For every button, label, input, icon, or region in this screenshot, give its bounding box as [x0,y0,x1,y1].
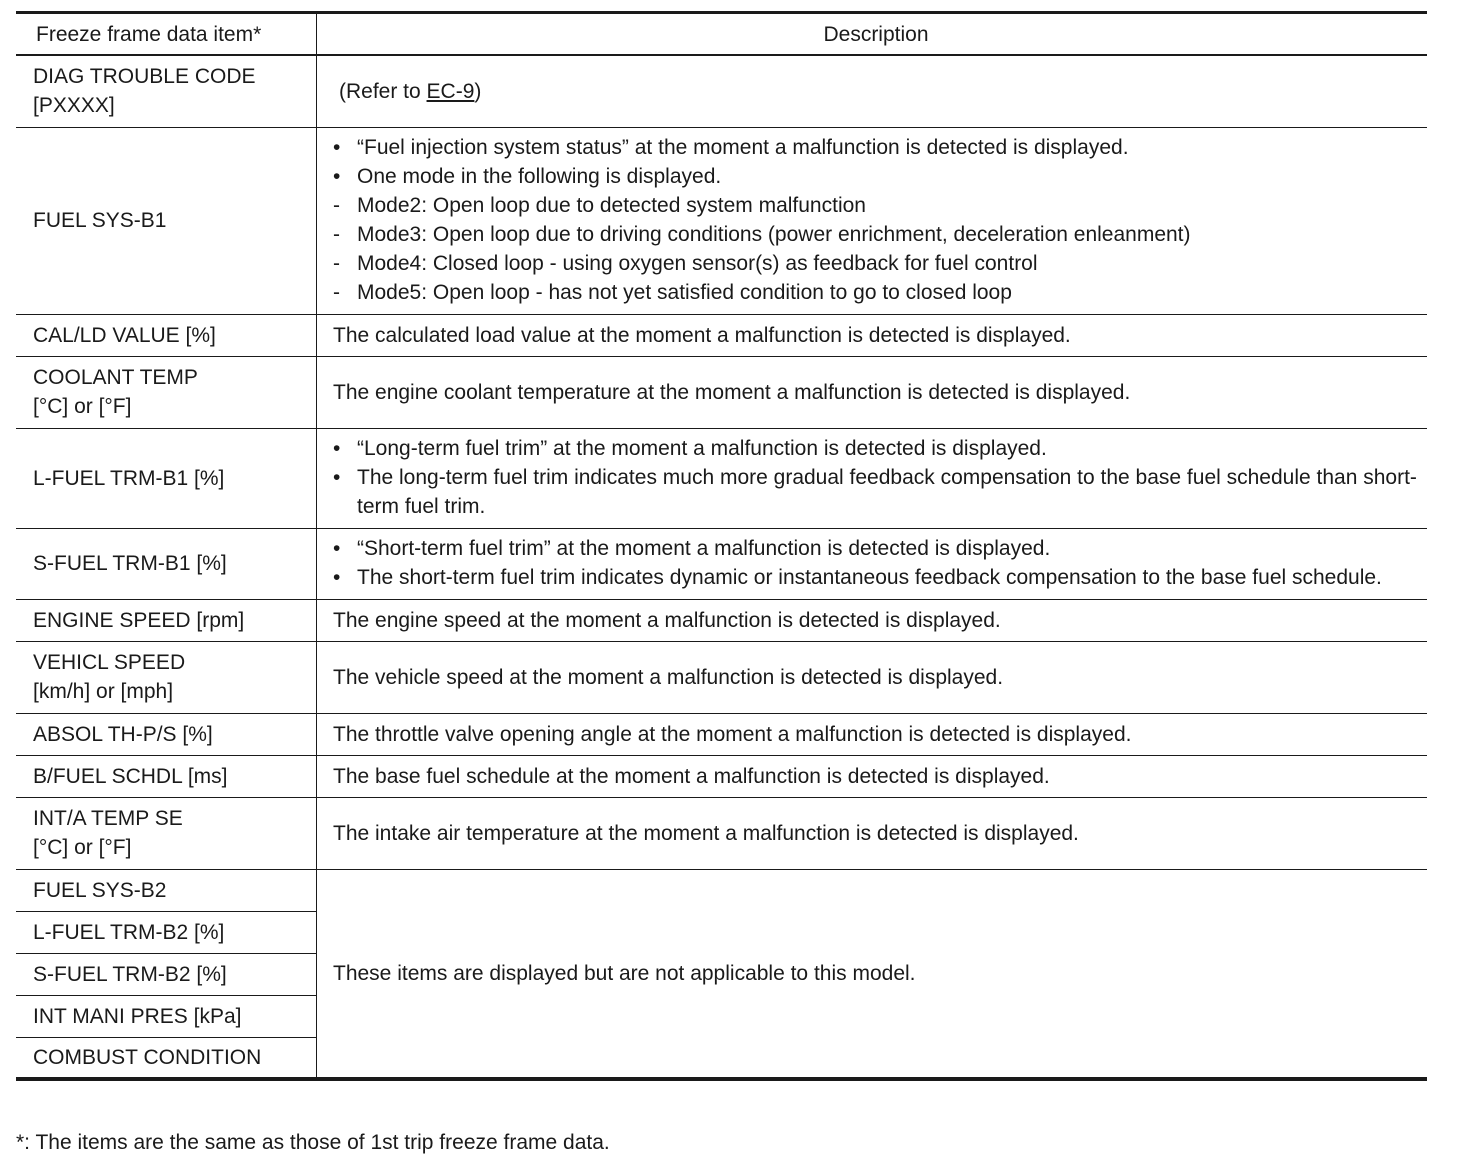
table-row [16,797,1427,869]
freeze-frame-table [16,11,1427,1081]
list-item: - Mode3: Open loop due to driving conditions (power enrichment, deceleration enleanment) [333,222,1191,246]
description-list [333,133,1419,307]
description-cell: The throttle valve opening angle at the moment a malfunction is detected is displayed. [317,713,1428,755]
description-cell [317,428,1428,528]
item-cell: INT MANI PRES [kPa] [16,995,317,1037]
list-item: • “Long-term fuel trim” at the moment a malfunction is detected is displayed. [333,436,1047,460]
ref-link-ec9[interactable]: EC-9 [426,79,475,103]
table-row [16,127,1427,314]
description-cell: The calculated load value at the moment a malfunction is detected is displayed. [317,314,1428,356]
table-row [16,599,1427,641]
table-row [16,528,1427,599]
list-item: • “Short-term fuel trim” at the moment a malfunction is detected is displayed. [333,536,1051,560]
list-item: - Mode2: Open loop due to detected system malfunction [333,193,866,217]
item-cell: DIAG TROUBLE CODE [PXXXX] [16,55,317,127]
item-cell: ENGINE SPEED [rpm] [16,599,317,641]
table-row [16,55,1427,127]
table-row [16,641,1427,713]
description-cell: The intake air temperature at the moment a malfunction is detected is displayed. [317,797,1428,869]
item-cell: COOLANT TEMP [°C] or [°F] [16,356,317,428]
table-row [16,713,1427,755]
description-cell: These items are displayed but are not applicable to this model. [333,961,916,985]
item-cell: FUEL SYS-B1 [16,127,317,314]
description-cell: (Refer to EC-9) [317,55,1428,127]
item-cell: B/FUEL SCHDL [ms] [16,755,317,797]
list-item: • The long-term fuel trim indicates much more gradual feedback compensation to the base fuel schedule than short-term fuel trim. [333,465,1417,518]
description-cell: The engine speed at the moment a malfunction is detected is displayed. [317,599,1428,641]
description-list [333,434,1419,521]
description-cell: The vehicle speed at the moment a malfunction is detected is displayed. [317,641,1428,713]
item-cell: VEHICL SPEED [km/h] or [mph] [16,641,317,713]
table-row [16,755,1427,797]
item-cell: ABSOL TH-P/S [%] [16,713,317,755]
description-cell: The engine coolant temperature at the moment a malfunction is detected is displayed. [317,356,1428,428]
table-row [16,428,1427,528]
table-row [16,869,1427,911]
header-item: Freeze frame data item* [16,13,317,56]
footnote: *: The items are the same as those of 1st trip freeze frame data. [16,1131,610,1154]
list-item: • The short-term fuel trim indicates dynamic or instantaneous feedback compensation to the base fuel schedule. [333,565,1382,589]
item-cell: S-FUEL TRM-B1 [%] [16,528,317,599]
description-cell: The base fuel schedule at the moment a malfunction is detected is displayed. [317,755,1428,797]
table-row [16,356,1427,428]
description-cell [317,127,1428,314]
item-cell: CAL/LD VALUE [%] [16,314,317,356]
item-cell: COMBUST CONDITION [16,1037,317,1079]
description-cell [317,528,1428,599]
table-header-row [16,13,1427,56]
list-item: • “Fuel injection system status” at the moment a malfunction is detected is displayed. [333,135,1129,159]
item-cell: L-FUEL TRM-B2 [%] [16,911,317,953]
item-cell: S-FUEL TRM-B2 [%] [16,953,317,995]
list-item: - Mode5: Open loop - has not yet satisfied condition to go to closed loop [333,280,1012,304]
item-cell: FUEL SYS-B2 [16,869,317,911]
header-description: Description [317,13,1428,56]
description-list [333,534,1419,592]
item-cell: L-FUEL TRM-B1 [%] [16,428,317,528]
item-cell: INT/A TEMP SE [°C] or [°F] [16,797,317,869]
table-row [16,314,1427,356]
list-item: - Mode4: Closed loop - using oxygen sensor(s) as feedback for fuel control [333,251,1038,275]
list-item: • One mode in the following is displayed. [333,164,722,188]
